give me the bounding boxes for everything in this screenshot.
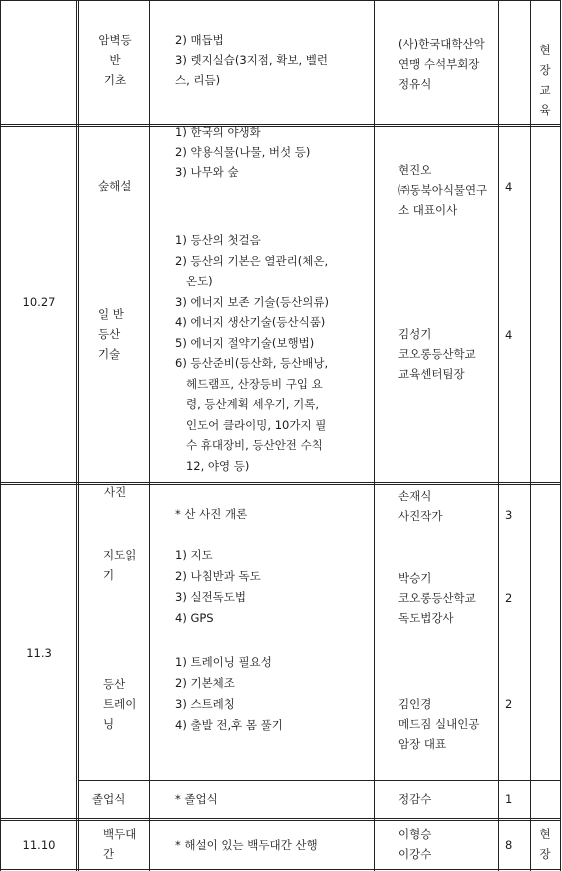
content-cell: 1) 한국의 야생화 2) 약용식물(나물, 버섯 등) 3) 나무와 숲 bbox=[175, 125, 311, 179]
hours-cell: 3 bbox=[505, 508, 513, 522]
content-cell: * 산 사진 개론 bbox=[175, 507, 248, 521]
hours-cell: 2 bbox=[505, 591, 513, 605]
instructor-cell: 정감수 bbox=[398, 792, 432, 806]
hours-cell: 8 bbox=[505, 838, 513, 852]
date-cell: 11.10 bbox=[22, 838, 56, 852]
subject-cell: 등산 트레이 닝 bbox=[103, 677, 137, 731]
instructor-cell: 손재식 사진작가 bbox=[398, 489, 443, 523]
content-cell: * 졸업식 bbox=[175, 792, 218, 806]
subject-cell: 백두대 간 bbox=[103, 827, 137, 861]
hours-cell: 4 bbox=[505, 180, 513, 194]
hours-cell: 4 bbox=[505, 328, 513, 342]
note-cell: 현 장 교 육 bbox=[539, 43, 551, 117]
instructor-cell: 박승기 코오롱등산학교 독도법강사 bbox=[398, 571, 476, 625]
instructor-cell: (사)한국대학산악 연맹 수석부회장 정유식 bbox=[398, 37, 485, 91]
instructor-cell: 이형승 이강수 bbox=[398, 827, 432, 861]
subject-cell: 암벽등 반 기초 bbox=[98, 33, 132, 87]
instructor-cell: 김인경 메드짐 실내인공 암장 대표 bbox=[398, 697, 480, 751]
content-cell: * 해설이 있는 백두대간 산행 bbox=[175, 838, 318, 852]
content-cell: 1) 지도 2) 나침반과 독도 3) 실전독도법 4) GPS bbox=[175, 548, 261, 625]
date-cell: 10.27 bbox=[22, 295, 56, 309]
subject-cell: 졸업식 bbox=[92, 792, 126, 806]
instructor-cell: 현진오 ㈜동북아식물연구 소 대표이사 bbox=[398, 163, 488, 217]
instructor-cell: 김성기 코오롱등산학교 교육센터팀장 bbox=[398, 327, 476, 381]
subject-cell: 사진 bbox=[104, 485, 127, 499]
subject-cell: 숲해설 bbox=[98, 179, 132, 193]
subject-cell: 지도읽 기 bbox=[103, 548, 137, 582]
hours-cell: 2 bbox=[505, 697, 513, 711]
subject-cell: 일 반 등산 기술 bbox=[98, 307, 124, 361]
content-cell: 1) 등산의 첫걸음 2) 등산의 기본은 열관리(체온, 온도) 3) 에너지 보존 기술(등산의류) 4) 에너지 생산기술(등산식품) 5) 에너지 절약기술(보행법) 6) 등산준비(등산화, 등산배낭, 헤드램프, 산장등비 구입 요 령, 등산계획 세우기, 기록, 인도어 클라이밍, 10가지 필 수 휴대장비, 등산안전 수칙 12, 야영 등) bbox=[175, 233, 329, 473]
content-cell: 2) 매듭법 3) 렛지실습(3지점, 확보, 벨런 스, 리듬) bbox=[175, 33, 328, 87]
date-cell: 11.3 bbox=[26, 646, 52, 660]
content-cell: 1) 트레이닝 필요성 2) 기본체조 3) 스트레칭 4) 출발 전,후 몸 풀기 bbox=[175, 655, 283, 732]
hours-cell: 1 bbox=[505, 792, 513, 806]
note-cell: 현 장 bbox=[539, 827, 551, 861]
